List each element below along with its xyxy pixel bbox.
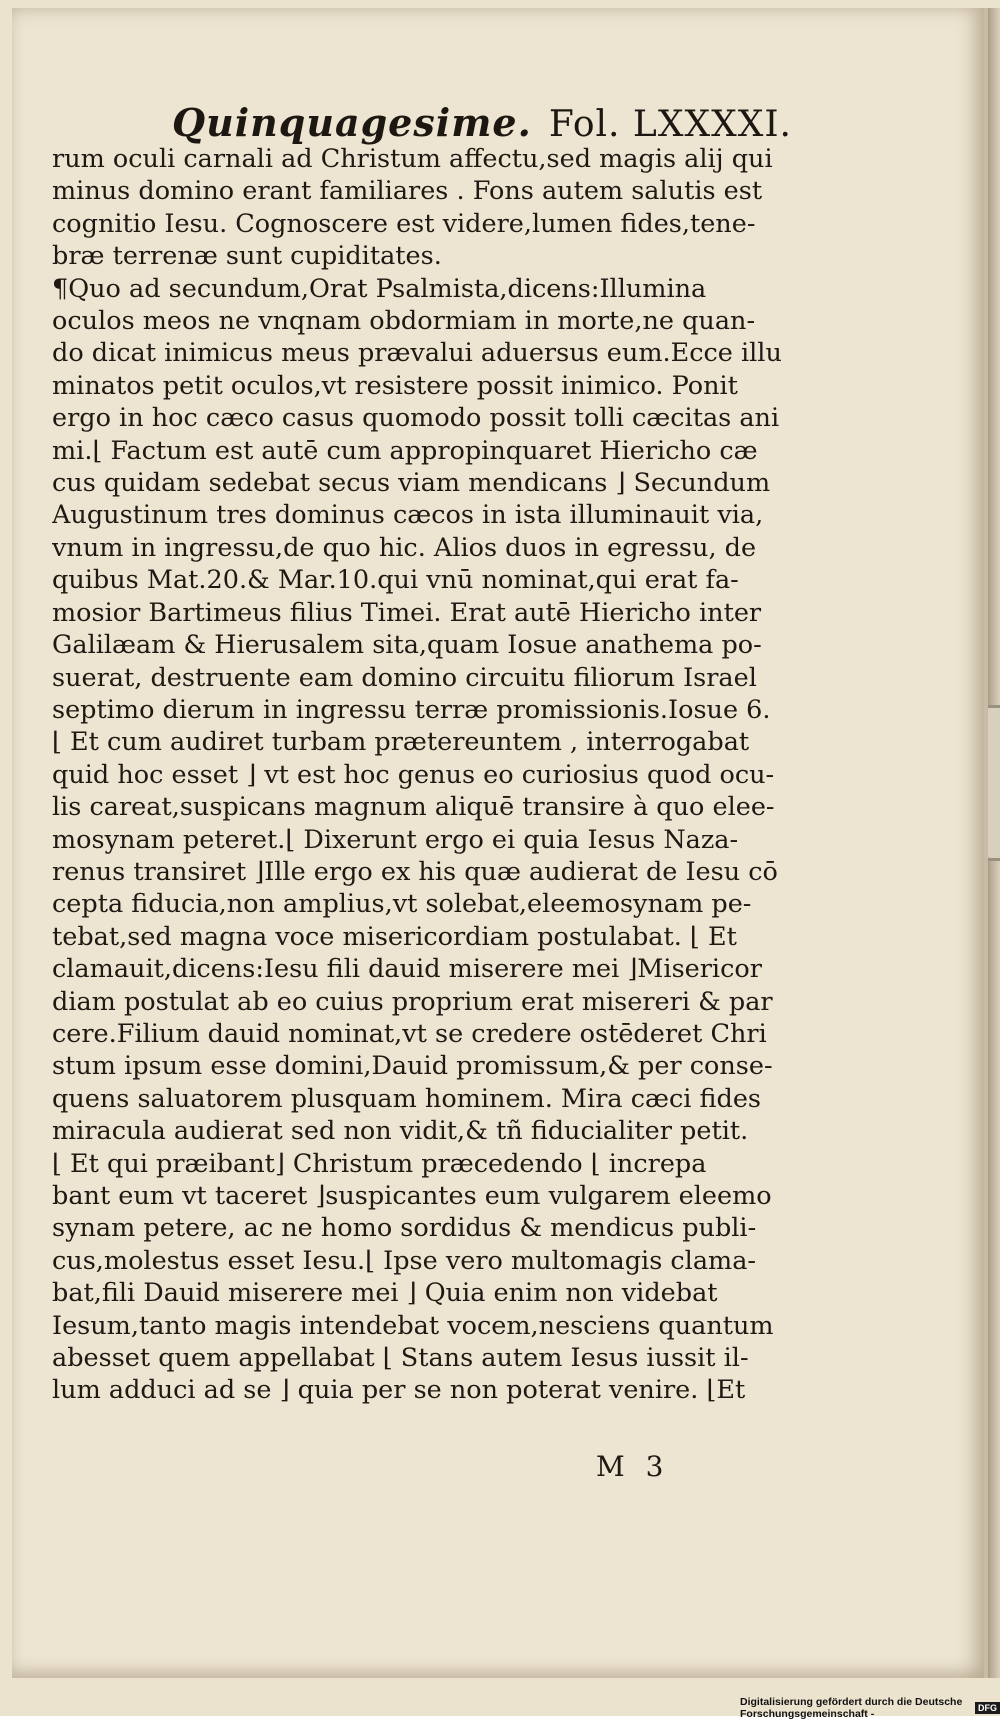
text-line: ergo in hoc cæco casus quomodo possit tolli cæcitas ani [52, 403, 780, 434]
text-line: lis careat,suspicans magnum aliquē transire à quo elee- [52, 792, 775, 823]
text-line: clamauit,dicens:Iesu fili dauid miserere mei ⌋Misericor [52, 954, 762, 985]
page-header [172, 100, 792, 145]
text-line: miracula audierat sed non vidit,& tñ fiducialiter petit. [52, 1116, 749, 1147]
text-line: ¶Quo ad secundum,Orat Psalmista,dicens:Illumina [52, 273, 707, 304]
text-line: mosior Bartimeus filius Timei. Erat autē Hiericho inter [52, 597, 762, 628]
text-line: rum oculi carnali ad Christum affectu,sed magis alij qui [52, 144, 773, 174]
text-line: bræ terrenæ sunt cupiditates. [52, 241, 442, 272]
folio-number: Fol. LXXXXI. [548, 104, 792, 145]
text-line: lum adduci ad se ⌋ quia per se non poterat venire. ⌊Et [52, 1375, 746, 1406]
text-line: ⌊ Et qui præibant⌋ Christum præcedendo ⌊ increpa [52, 1148, 707, 1179]
text-line: stum ipsum esse domini,Dauid promissum,& per conse- [52, 1051, 773, 1082]
text-line: cere.Filium dauid nominat,vt se credere ostēderet Chri [52, 1018, 767, 1049]
text-line: abesset quem appellabat ⌊ Stans autem Iesus iussit il- [52, 1343, 749, 1374]
text-line: do dicat inimicus meus prævalui aduersus eum.Ecce illu [52, 338, 782, 369]
text-line: Augustinum tres dominus cæcos in ista illuminauit via, [52, 500, 764, 531]
text-line: septimo dierum in ingressu terræ promissionis.Iosue 6. [52, 694, 771, 725]
running-title: Quinquagesime. [172, 100, 532, 145]
body-text [52, 143, 792, 1407]
text-line: cepta fiducia,non amplius,vt solebat,eleemosynam pe- [52, 889, 752, 920]
signature-mark: M 3 [596, 1450, 670, 1483]
text-line: vnum in ingressu,de quo hic. Alios duos in egressu, de [52, 532, 757, 563]
text-line: suerat, destruente eam domino circuitu filiorum Israel [52, 662, 757, 693]
text-line: quens saluatorem plusquam hominem. Mira cæci fides [52, 1083, 761, 1114]
text-line: cus,molestus esset Iesu.⌊ Ipse vero multomagis clama- [52, 1245, 757, 1276]
text-line: minatos petit oculos,vt resistere possit inimico. Ponit [52, 370, 738, 401]
text-line: synam petere, ac ne homo sordidus & mendicus publi- [52, 1213, 757, 1244]
text-line: cognitio Iesu. Cognoscere est videre,lumen fides,tene- [52, 208, 756, 239]
credit-text: Digitalisierung gefördert durch die Deutsche Forschungsgemeinschaft - [740, 1696, 963, 1720]
text-line: renus transiret ⌋Ille ergo ex his quæ audierat de Iesu cō [52, 856, 778, 887]
text-line: Iesum,tanto magis intendebat vocem,nesciens quantum [52, 1310, 774, 1341]
text-line: quibus Mat.20.& Mar.10.qui vnū nominat,qui erat fa- [52, 565, 739, 596]
text-line: oculos meos ne vnqnam obdormiam in morte,ne quan- [52, 306, 756, 337]
text-line: diam postulat ab eo cuius proprium erat misereri & par [52, 986, 773, 1017]
digitization-credit [740, 1696, 1000, 1720]
text-line: bat,fili Dauid miserere mei ⌋ Quia enim non videbat [52, 1278, 718, 1309]
text-line: mosynam peteret.⌊ Dixerunt ergo ei quia Iesus Naza- [52, 824, 739, 855]
text-line: Galilæam & Hierusalem sita,quam Iosue anathema po- [52, 630, 762, 661]
text-line: ⌊ Et cum audiret turbam prætereuntem , interrogabat [52, 727, 750, 758]
text-line: quid hoc esset ⌋ vt est hoc genus eo curiosius quod ocu- [52, 759, 775, 790]
dfg-logo: DFG [975, 1702, 1000, 1714]
text-line: bant eum vt taceret ⌋suspicantes eum vulgarem eleemo [52, 1181, 772, 1211]
text-line: tebat,sed magna voce misericordiam postulabat. ⌊ Et [52, 921, 737, 952]
text-line: minus domino erant familiares . Fons autem salutis est [52, 176, 763, 207]
text-line: cus quidam sedebat secus viam mendicans ⌋ Secundum [52, 468, 771, 499]
text-line: mi.⌊ Factum est autē cum appropinquaret Hiericho cæ [52, 435, 758, 466]
